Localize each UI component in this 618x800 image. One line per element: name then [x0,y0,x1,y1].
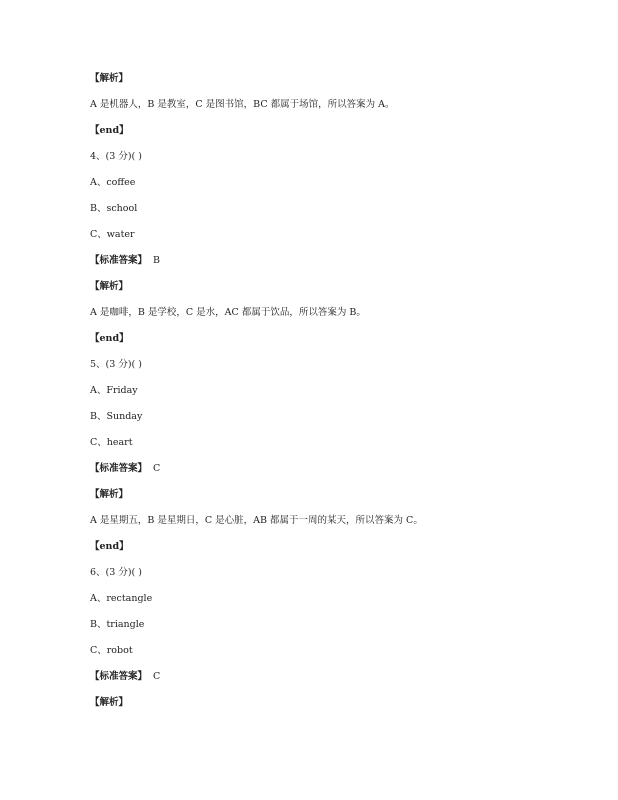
question-6-option-b: B、triangle [90,619,145,630]
section-header-analysis: 【解析】 [90,73,129,84]
answer-label: 【标准答案】 [90,463,148,474]
section-header-end: 【end】 [90,541,129,552]
section-header-analysis: 【解析】 [90,281,129,292]
question-5-option-b: B、Sunday [90,411,143,422]
section-header-analysis: 【解析】 [90,489,129,500]
question-5-option-c: C、heart [90,437,133,448]
question-4-option-c: C、water [90,229,135,240]
analysis-text: A 是星期五，B 是星期日，C 是心脏，AB 都属于一周的某天，所以答案为 C。 [90,515,423,526]
answer-label: 【标准答案】 [90,255,148,266]
answer-value: C [153,671,161,682]
question-4-option-b: B、school [90,203,138,214]
question-4: 4、(3 分)( ) [90,151,142,162]
answer-value: C [153,463,161,474]
question-4-answer [90,255,160,267]
analysis-text: A 是咖啡，B 是学校，C 是水，AC 都属于饮品，所以答案为 B。 [90,307,366,318]
section-header-end: 【end】 [90,333,129,344]
question-6-option-a: A、rectangle [90,593,153,604]
answer-value: B [153,255,160,266]
question-6-answer [90,671,160,683]
question-5-option-a: A、Friday [90,385,138,396]
section-header-end: 【end】 [90,125,129,136]
question-5-answer [90,463,160,475]
analysis-text: A 是机器人，B 是教室，C 是图书馆，BC 都属于场馆，所以答案为 A。 [90,99,395,110]
question-5: 5、(3 分)( ) [90,359,142,370]
section-header-analysis: 【解析】 [90,697,129,708]
answer-label: 【标准答案】 [90,671,148,682]
question-6-option-c: C、robot [90,645,133,656]
question-6: 6、(3 分)( ) [90,567,142,578]
question-4-option-a: A、coffee [90,177,136,188]
